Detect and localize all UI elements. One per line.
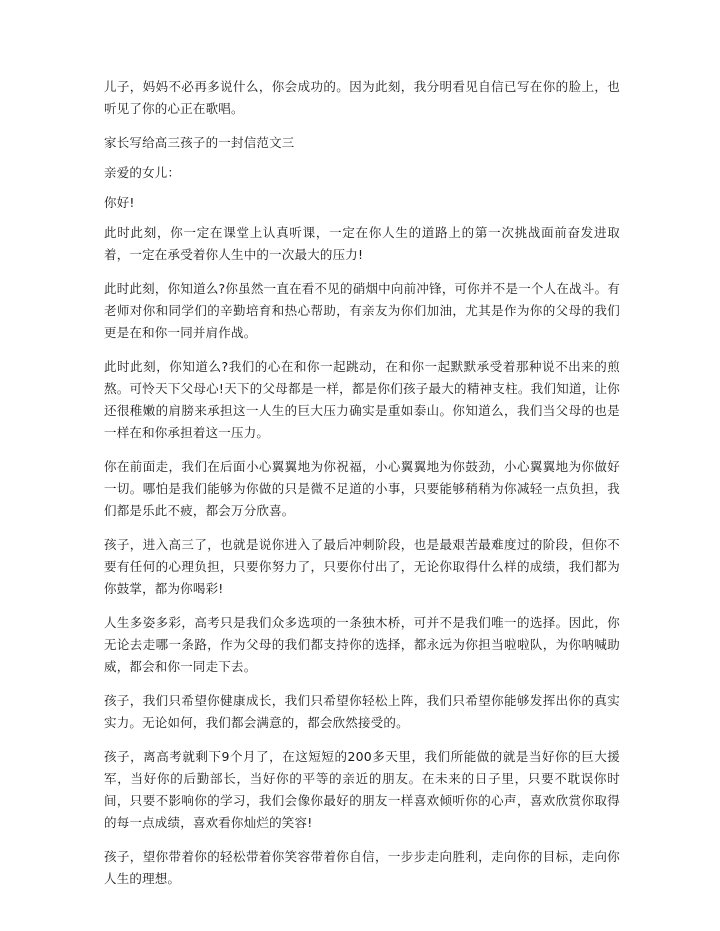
body-paragraph: 孩子，我们只希望你健康成长，我们只希望你轻松上阵，我们只希望你能够发挥出你的真实实力。无论如何，我们都会满意的，都会欣然接受的。: [104, 693, 620, 730]
body-paragraph: 此时此刻，你一定在课堂上认真听课，一定在你人生的道路上的第一次挑战面前奋发进取着，一定在承受着你人生中的一次最大的压力!: [104, 225, 620, 262]
body-paragraph: 此时此刻，你知道么?你虽然一直在看不见的硝烟中向前冲锋，可你并不是一个人在战斗。有老师对你和同学们的辛勤培育和热心帮助，有亲友为你们加油，尤其是作为你的父母的我们更是在和你一同并肩作战。: [104, 281, 620, 340]
body-paragraph: 人生多姿多彩，高考只是我们众多选项的一条独木桥，可并不是我们唯一的选择。因此，你无论去走哪一条路，作为父母的我们都支持你的选择，都永远为你担当啦啦队，为你呐喊助威，都会和你一同走下去。: [104, 615, 620, 674]
salutation: 亲爱的女儿：: [104, 165, 181, 180]
letter-title: 家长写给高三孩子的一封信范文三: [104, 135, 295, 150]
body-paragraph: 你在前面走，我们在后面小心翼翼地为你祝福，小心翼翼地为你鼓劲，小心翼翼地为你做好一切。哪怕是我们能够为你做的只是微不足道的小事，只要能够稍稍为你减轻一点负担，我们都是乐此不疲，都会万分欣喜。: [104, 459, 620, 518]
closing-paragraph-previous-letter: 儿子，妈妈不必再多说什么，你会成功的。因为此刻，我分明看见自信已写在你的脸上，也听见了你的心正在歌唱。: [104, 79, 620, 116]
body-paragraph: 孩子，离高考就剩下9个月了，在这短短的200多天里，我们所能做的就是当好你的巨大援军，当好你的后勤部长，当好你的平等的亲近的朋友。在未来的日子里，只要不耽误你时间，只要不影响你的学习，我们会像你最好的朋友一样喜欢倾听你的心声，喜欢欣赏你取得的每一点成绩，喜欢看你灿烂的笑容!: [104, 749, 620, 830]
body-paragraph: 此时此刻，你知道么?我们的心在和你一起跳动，在和你一起默默承受着那种说不出来的煎熬。可怜天下父母心!天下的父母都是一样，都是你们孩子最大的精神支柱。我们知道，让你还很稚嫩的肩膀来承担这一人生的巨大压力确实是重如泰山。你知道么，我们当父母的也是一样在和你承担着这一压力。: [104, 359, 620, 440]
body-paragraph: 孩子，进入高三了，也就是说你进入了最后冲刺阶段，也是最艰苦最难度过的阶段，但你不要有任何的心理负担，只要你努力了，只要你付出了，无论你取得什么样的成绩，我们都为你鼓掌，都为你喝彩!: [104, 537, 620, 596]
document-page: [104, 76, 620, 902]
closing-paragraph: 孩子，望你带着你的轻松带着你笑容带着你自信，一步步走向胜利，走向你的目标，走向你人生的理想。: [104, 849, 620, 886]
greeting: 你好!: [104, 195, 135, 210]
